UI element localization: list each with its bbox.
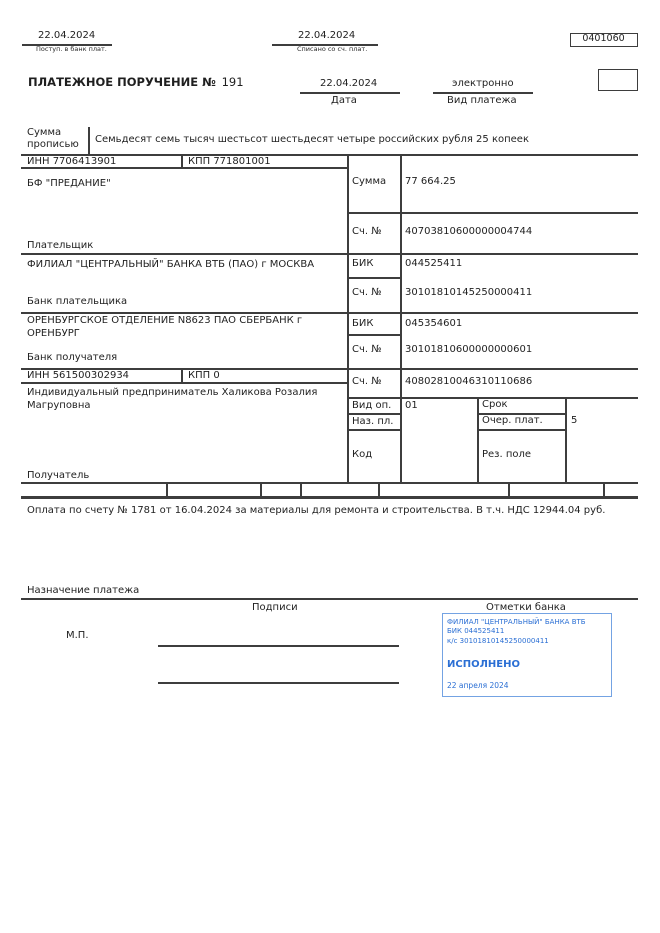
amount-words-label-1: Сумма [27,127,62,138]
term-label: Срок [482,399,508,410]
rule-line [22,44,112,46]
payment-kind-label: Вид платежа [447,95,517,106]
payee-bank-name: ОРЕНБУРГСКОЕ ОТДЕЛЕНИЕ N8623 ПАО СБЕРБАНК г ОРЕНБУРГ [27,315,303,339]
rule-line [347,413,400,415]
reserve-field-label: Рез. поле [482,449,532,460]
date-label: Дата [331,95,357,106]
payee-bank-bik-label: БИК [352,318,374,329]
sum-label: Сумма [352,176,387,187]
rule-line [603,482,605,496]
rule-line [347,429,400,431]
amount-words-label-2: прописью [27,139,79,150]
rule-line [158,682,399,684]
payer-account-label: Сч. № [352,226,382,237]
payer-inn: ИНН 7706413901 [27,156,117,167]
document-title: ПЛАТЕЖНОЕ ПОРУЧЕНИЕ № [28,75,216,89]
stamp-corr-account: к/с 30101810145250000411 [447,636,549,645]
rule-line [347,212,638,214]
rule-line [21,382,347,384]
rule-line [300,482,302,496]
rule-line [21,482,638,484]
payee-name: Индивидуальный предприниматель Халикова Розалия Магруповна [27,387,318,411]
rule-line [181,368,183,382]
payer-bank-account-value: 30101810145250000411 [405,287,533,298]
rule-line [477,397,479,482]
code-label: Код [352,449,373,460]
rule-line [21,598,638,600]
op-type-label: Вид оп. [352,400,392,411]
document-number: 191 [221,75,244,89]
form-code: 0401060 [582,33,625,44]
payee-account-value: 40802810046310110686 [405,376,533,387]
debited-from-account-label: Списано со сч. плат. [297,45,368,53]
rule-line [181,154,183,167]
payment-purpose-label: Назначение платежа [27,585,140,596]
stamp-bank-name: ФИЛИАЛ "ЦЕНТРАЛЬНЫЙ" БАНКА ВТБ [447,618,586,626]
rule-line [21,312,638,314]
payee-bank-account-label: Сч. № [352,344,382,355]
payer-label: Плательщик [27,240,94,251]
rule-line [158,645,399,647]
rule-line [347,277,400,279]
payer-bank-bik-value: 044525411 [405,258,463,269]
payer-bank-label: Банк плательщика [27,296,128,307]
rule-line [88,127,90,154]
rule-line [21,368,638,370]
rule-line [378,482,380,496]
rule-line [508,482,510,496]
payer-kpp: КПП 771801001 [188,156,271,167]
rule-line [21,154,638,156]
empty-mark-box [598,69,638,91]
stamp-bik: БИК 044525411 [447,627,505,636]
rule-line [433,92,533,94]
payer-account-value: 40703810600000004744 [405,226,533,237]
payee-bank-bik-value: 045354601 [405,318,463,329]
debited-from-account-date: 22.04.2024 [298,30,356,41]
payee-bank-label: Банк получателя [27,352,118,363]
priority-label: Очер. плат. [482,415,543,426]
received-in-bank-date: 22.04.2024 [38,30,96,41]
rule-line [477,413,565,415]
amount-in-words: Семьдесят семь тысяч шестьсот шестьдесят четыре российских рубля 25 копеек [95,134,530,145]
op-type-value: 01 [405,400,418,411]
sum-value: 77 664.25 [405,176,456,187]
document-date: 22.04.2024 [320,78,378,89]
received-in-bank-label: Поступ. в банк плат. [36,45,107,53]
purpose-code-label: Наз. пл. [352,416,394,427]
priority-value: 5 [571,415,578,426]
payee-bank-account-value: 30101810600000000601 [405,344,533,355]
rule-line [347,154,349,482]
form-code-box [570,33,638,47]
payment-kind-value: электронно [452,78,514,89]
bank-marks-label: Отметки банка [486,602,566,613]
payer-bank-name: ФИЛИАЛ "ЦЕНТРАЛЬНЫЙ" БАНКА ВТБ (ПАО) г МОСКВА [27,259,315,270]
rule-line [347,334,400,336]
payee-kpp: КПП 0 [188,370,220,381]
stamp-date: 22 апреля 2024 [447,680,509,690]
stamp-status: ИСПОЛНЕНО [447,659,520,671]
payee-inn: ИНН 561500302934 [27,370,130,381]
payee-label: Получатель [27,470,90,481]
rule-line [260,482,262,496]
rule-line [565,397,567,482]
payer-bank-bik-label: БИК [352,258,374,269]
rule-line [347,397,638,399]
payer-name: БФ "ПРЕДАНИЕ" [27,178,111,189]
signatures-label: Подписи [252,602,298,613]
rule-line [272,44,378,46]
payer-bank-account-label: Сч. № [352,287,382,298]
rule-line [21,253,638,255]
rule-line [21,496,638,499]
payee-account-label: Сч. № [352,376,382,387]
document-title-row [28,76,244,89]
stamp-place-label: М.П. [66,630,89,641]
rule-line [300,92,400,94]
rule-line [477,429,565,431]
rule-line [21,167,347,169]
payment-purpose-text: Оплата по счету № 1781 от 16.04.2024 за материалы для ремонта и строительства. В т.ч. НДС 12944.04 руб. [27,505,606,516]
bank-stamp [442,613,612,697]
rule-line [400,154,402,482]
rule-line [166,482,168,496]
